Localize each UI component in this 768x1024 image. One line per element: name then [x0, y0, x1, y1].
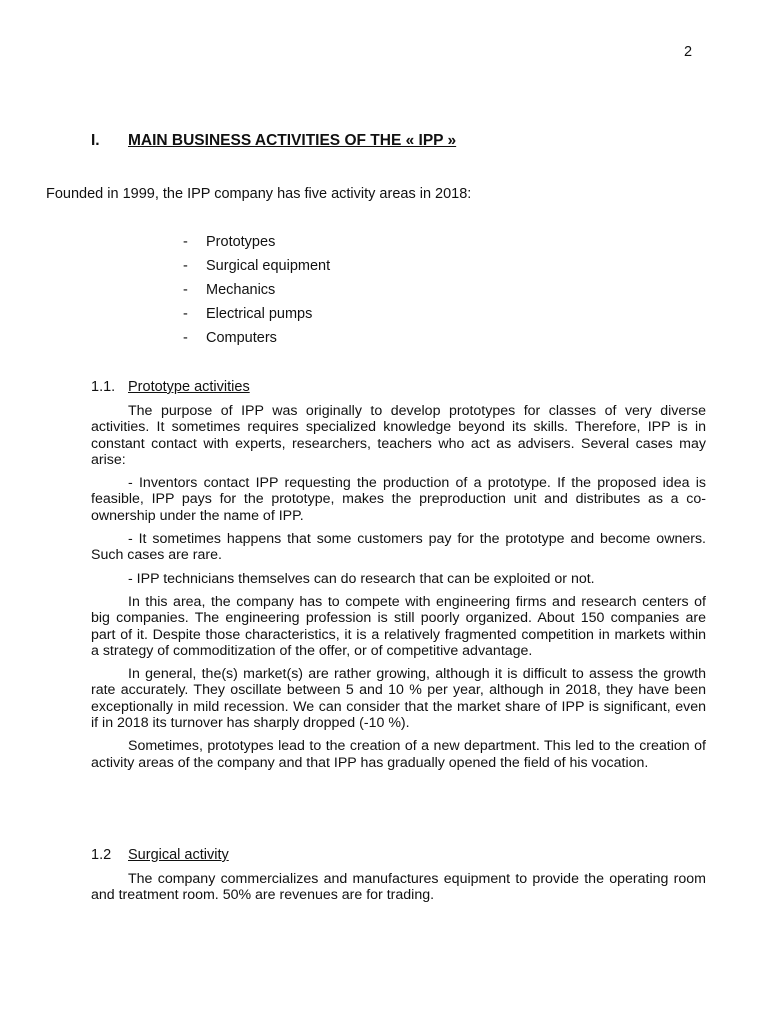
- list-item: [183, 233, 330, 257]
- paragraph: Sometimes, prototypes lead to the creation of a new department. This led to the creation of activity areas of the company and that IPP has gradually opened the field of his vocation.: [91, 738, 706, 771]
- bullet-paragraph: - Inventors contact IPP requesting the production of a prototype. If the proposed idea is feasible, IPP pays for the prototype, makes the preproduction unit and distributes as a co-ownership under the name of IPP.: [91, 475, 706, 524]
- subsection-heading-1-2: [91, 847, 229, 863]
- section-title: MAIN BUSINESS ACTIVITIES OF THE « IPP »: [128, 132, 457, 149]
- paragraph: The company commercializes and manufactures equipment to provide the operating room and treatment room. 50% are revenues are for trading.: [91, 871, 706, 904]
- subsection-title: Prototype activities: [128, 379, 250, 395]
- section-heading: [91, 132, 456, 150]
- list-dash: -: [183, 306, 188, 322]
- subsection-body-1-2: [91, 871, 706, 911]
- list-item: [183, 305, 330, 329]
- list-dash: -: [183, 330, 188, 346]
- list-item: [183, 281, 330, 305]
- list-item-label: Mechanics: [206, 282, 276, 298]
- subsection-body-1-1: [91, 403, 706, 778]
- paragraph: In this area, the company has to compete with engineering firms and research centers of big companies. The engineering profession is still poorly organized. About 150 companies are part of it. Despite those characteristics, it is a relatively fragmented competition in markets within a strategy of commoditization of the offer, or of competitive advantage.: [91, 593, 706, 659]
- list-dash: -: [183, 282, 188, 298]
- list-dash: -: [183, 258, 188, 274]
- list-dash: -: [183, 234, 188, 250]
- page-number: 2: [684, 44, 693, 60]
- subsection-heading-1-1: [91, 379, 250, 395]
- subsection-number: 1.2: [91, 847, 112, 863]
- section-number: I.: [91, 132, 100, 149]
- paragraph: The purpose of IPP was originally to develop prototypes for classes of very diverse activities. It sometimes requires specialized knowledge beyond its skills. Therefore, IPP is in constant contact with experts, researchers, teachers who act as advisers. Several cases may arise:: [91, 403, 706, 468]
- bullet-paragraph: - IPP technicians themselves can do research that can be exploited or not.: [128, 570, 595, 587]
- list-item-label: Surgical equipment: [206, 258, 331, 274]
- list-item-label: Computers: [206, 330, 277, 346]
- list-item: [183, 257, 330, 281]
- list-item: [183, 329, 330, 353]
- paragraph: In general, the(s) market(s) are rather growing, although it is difficult to assess the growth rate accurately. They oscillate between 5 and 10 % per year, although in 2018, they have been exceptionally in mild recession. We can consider that the market share of IPP is significant, even if in 2018 its turnover has sharply dropped (-10 %).: [91, 666, 706, 732]
- intro-paragraph: Founded in 1999, the IPP company has five activity areas in 2018:: [46, 186, 472, 202]
- subsection-number: 1.1.: [91, 379, 116, 395]
- subsection-title: Surgical activity: [128, 847, 229, 863]
- list-item-label: Electrical pumps: [206, 306, 313, 322]
- bullet-paragraph: - It sometimes happens that some customers pay for the prototype and become owners. Such cases are rare.: [91, 531, 706, 564]
- activity-list: [183, 233, 330, 353]
- list-item-label: Prototypes: [206, 234, 276, 250]
